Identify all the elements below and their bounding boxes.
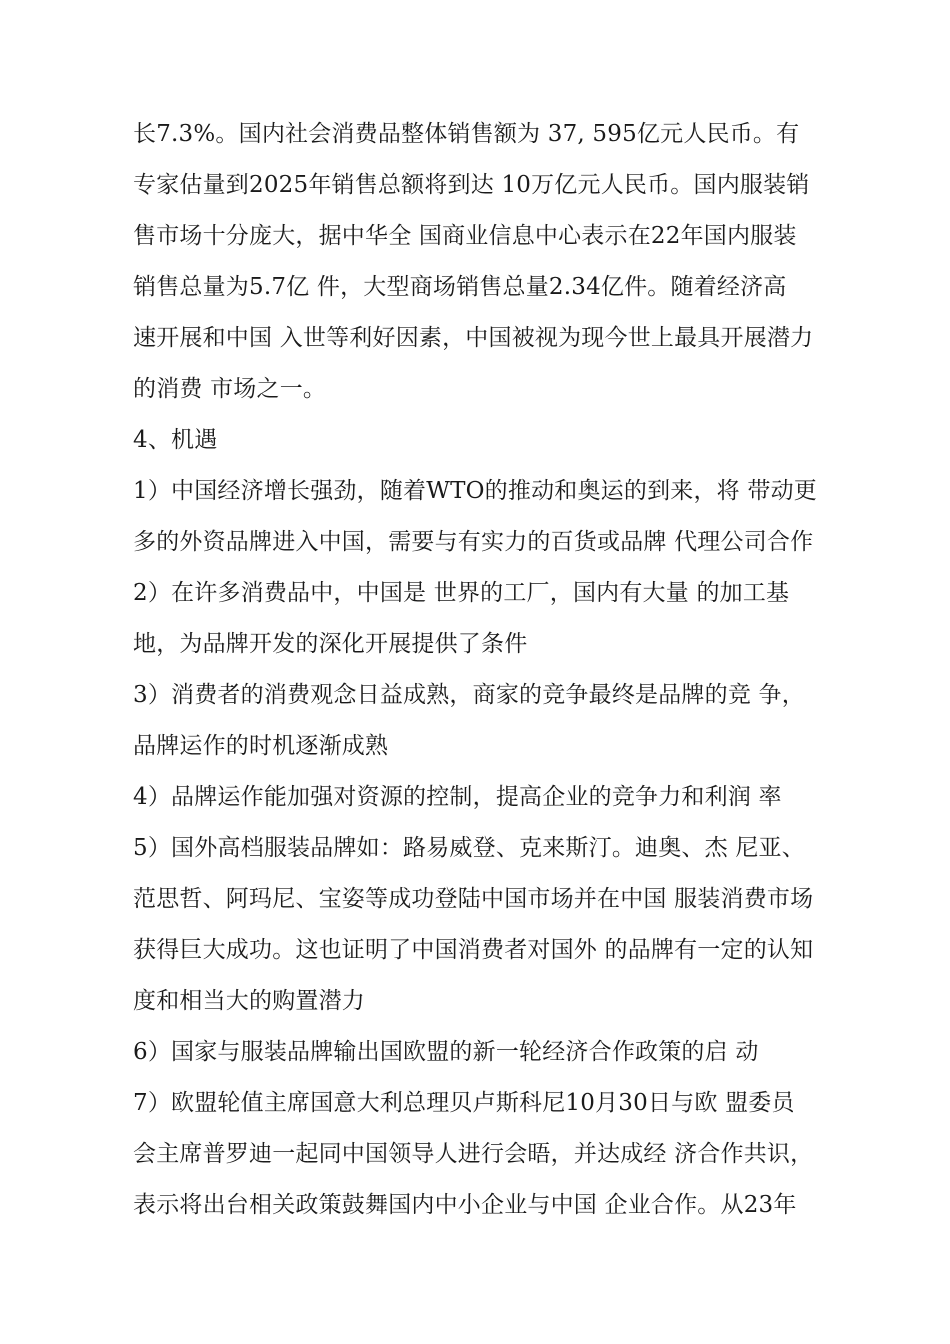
text-line: 表示将出台相关政策鼓舞国内中小企业与中国 企业合作。从23年 <box>133 1192 797 1218</box>
text-line: 销售总量为5.7亿 件，大型商场销售总量2.34亿件。随着经济高 <box>133 274 787 300</box>
text-line: 长7.3%。国内社会消费品整体销售额为 37, 595亿元人民币。有 <box>133 121 800 147</box>
text-line: 会主席普罗迪一起同中国领导人进行会晤，并达成经 济合作共识， <box>133 1141 814 1167</box>
text-line: 的消费 市场之一。 <box>133 376 327 402</box>
text-line: 售市场十分庞大，据中华全 国商业信息中心表示在22年国内服装 <box>133 223 797 249</box>
text-line: 地，为品牌开发的深化开展提供了条件 <box>133 631 528 657</box>
document-body <box>133 114 833 1236</box>
text-line: 范思哲、阿玛尼、宝姿等成功登陆中国市场并在中国 服装消费市场 <box>133 886 814 912</box>
text-line: 多的外资品牌进入中国，需要与有实力的百货或品牌 代理公司合作 <box>133 529 814 555</box>
list-item: 5）国外高档服装品牌如：路易威登、克来斯汀。迪奥、杰 尼亚、 <box>133 835 805 861</box>
list-item: 3）消费者的消费观念日益成熟，商家的竞争最终是品牌的竞 争， <box>133 682 805 708</box>
text-line: 品牌运作的时机逐渐成熟 <box>133 733 389 759</box>
list-item: 4）品牌运作能加强对资源的控制，提高企业的竞争力和利润 率 <box>133 784 782 810</box>
list-item: 6）国家与服装品牌输出国欧盟的新一轮经济合作政策的启 动 <box>133 1039 759 1065</box>
section-heading: 4、机遇 <box>133 427 218 453</box>
text-line: 速开展和中国 入世等利好因素，中国被视为现今世上最具开展潜力 <box>133 325 814 351</box>
text-line: 度和相当大的购置潜力 <box>133 988 365 1014</box>
list-item: 1）中国经济增长强劲，随着WTO的推动和奥运的到来，将 带动更 <box>133 478 817 504</box>
text-line: 专家估量到2025年销售总额将到达 10万亿元人民币。国内服装销 <box>133 172 810 198</box>
list-item: 2）在许多消费品中，中国是 世界的工厂，国内有大量 的加工基 <box>133 580 790 606</box>
text-line: 获得巨大成功。这也证明了中国消费者对国外 的品牌有一定的认知 <box>133 937 814 963</box>
list-item: 7）欧盟轮值主席国意大利总理贝卢斯科尼10月30日与欧 盟委员 <box>133 1090 795 1116</box>
